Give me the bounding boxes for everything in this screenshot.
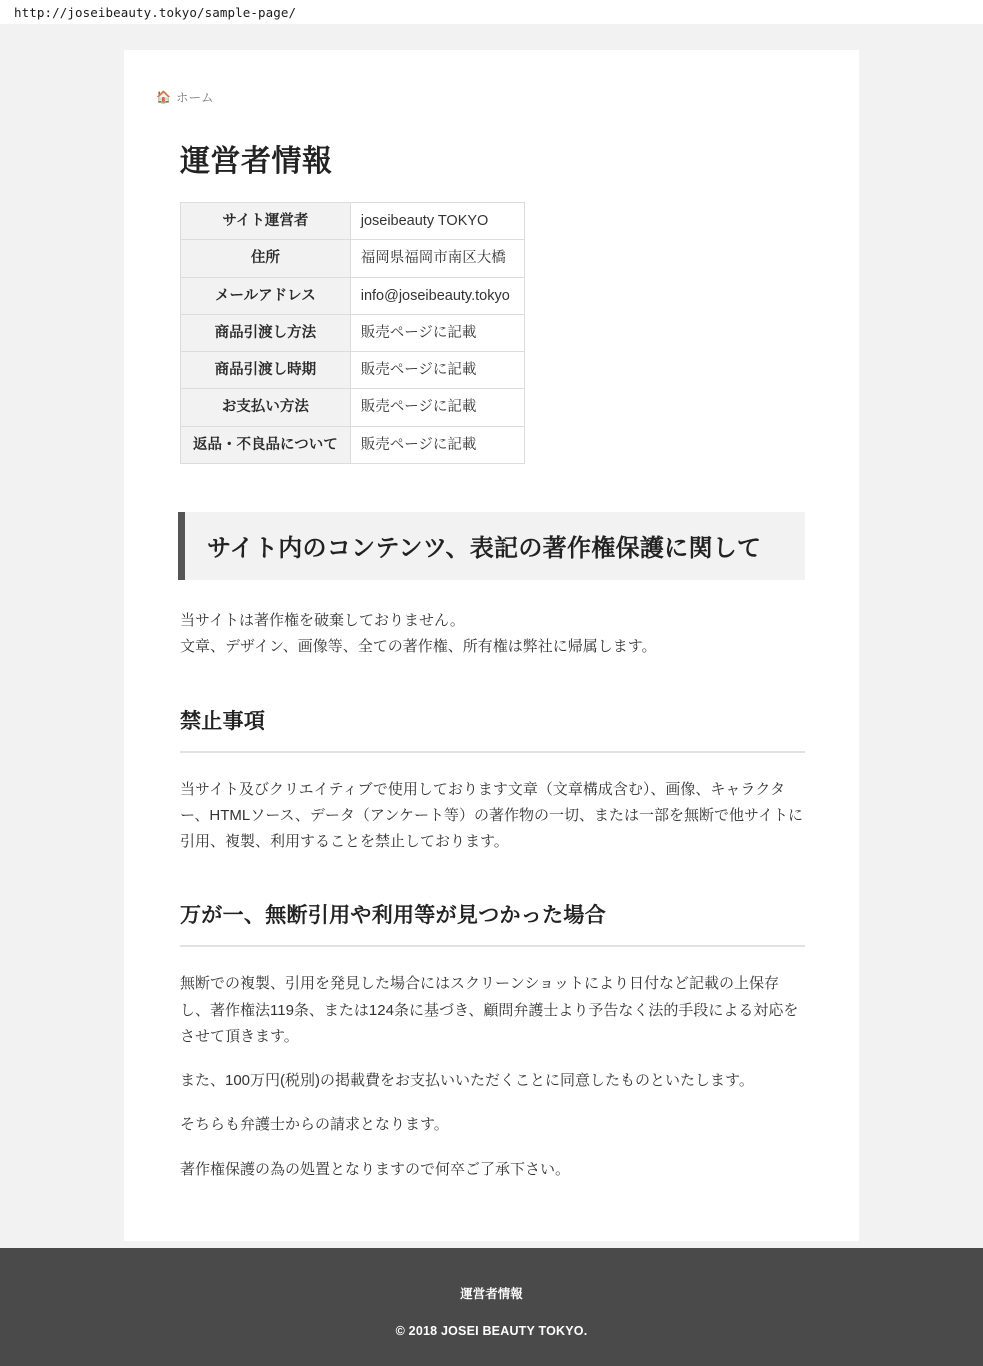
violation-paragraph-4: 著作権保護の為の処置となりますので何卒ご了承下さい。: [180, 1160, 571, 1178]
table-cell-value: 販売ページに記載: [350, 314, 524, 351]
site-footer: [0, 1248, 983, 1366]
table-row: [181, 277, 525, 314]
table-row: [181, 426, 525, 463]
subheading-prohibited: 禁止事項: [180, 705, 805, 753]
breadcrumb-item-home[interactable]: ホーム: [175, 91, 214, 105]
prohibited-body: 当サイト及びクリエイティブで使用しております文章（文章構成含む）、画像、キャラクター、HTMLソース、データ（アンケート等）の著作物の一切、または一部を無断で他サイトに引用、複製、利用することを禁止しております。: [180, 780, 803, 851]
table-cell-value: joseibeauty TOKYO: [350, 203, 524, 240]
table-cell-label: サイト運営者: [181, 203, 351, 240]
subheading-violation: 万が一、無断引用や利用等が見つかった場合: [180, 899, 805, 947]
copyright-intro-line1: 当サイトは著作権を破棄しておりません。: [180, 612, 465, 630]
footer-copyright: © 2018 JOSEI BEAUTY TOKYO.: [395, 1324, 588, 1338]
table-row: [181, 314, 525, 351]
table-cell-value: 販売ページに記載: [350, 352, 524, 389]
violation-paragraph-1: 無断での複製、引用を発見した場合にはスクリーンショットにより日付など記載の上保存し、著作権法119条、または124条に基づき、顧問弁護士より予告なく法的手段による対応をさせて頂きます。: [180, 975, 799, 1045]
violation-paragraph-2: また、100万円(税別)の掲載費をお支払いいただくことに同意したものといたします。: [180, 1072, 754, 1090]
section-heading-copyright: サイト内のコンテンツ、表記の著作権保護に関して: [178, 512, 805, 580]
footer-link-operator-info[interactable]: 運営者情報: [460, 1287, 523, 1301]
page-title: 運営者情報: [180, 145, 333, 178]
table-row: [181, 352, 525, 389]
table-cell-label: 商品引渡し方法: [181, 314, 351, 351]
table-row: [181, 389, 525, 426]
table-cell-value: 販売ページに記載: [350, 426, 524, 463]
table-cell-label: 返品・不良品について: [181, 426, 351, 463]
table-cell-label: メールアドレス: [181, 277, 351, 314]
operator-info-table: [180, 202, 525, 464]
copyright-intro-line2: 文章、デザイン、画像等、全ての著作権、所有権は弊社に帰属します。: [180, 638, 657, 656]
url-text: http://joseibeauty.tokyo/sample-page/: [14, 5, 297, 20]
content-container: [124, 50, 859, 1241]
breadcrumb: [124, 50, 859, 106]
table-cell-label: お支払い方法: [181, 389, 351, 426]
copyright-intro: [180, 608, 805, 661]
table-cell-value: 福岡県福岡市南区大橋: [350, 240, 524, 277]
table-row: [181, 240, 525, 277]
main-content: [124, 136, 859, 1183]
home-icon: 🏠: [156, 90, 171, 104]
violation-paragraph-3: そちらも弁護士からの請求となります。: [180, 1116, 449, 1134]
table-cell-value: info@joseibeauty.tokyo: [350, 277, 524, 314]
table-cell-label: 住所: [181, 240, 351, 277]
browser-url-bar[interactable]: [0, 0, 983, 24]
table-cell-value: 販売ページに記載: [350, 389, 524, 426]
table-cell-label: 商品引渡し時期: [181, 352, 351, 389]
page-background: [0, 24, 983, 1327]
table-row: [181, 203, 525, 240]
